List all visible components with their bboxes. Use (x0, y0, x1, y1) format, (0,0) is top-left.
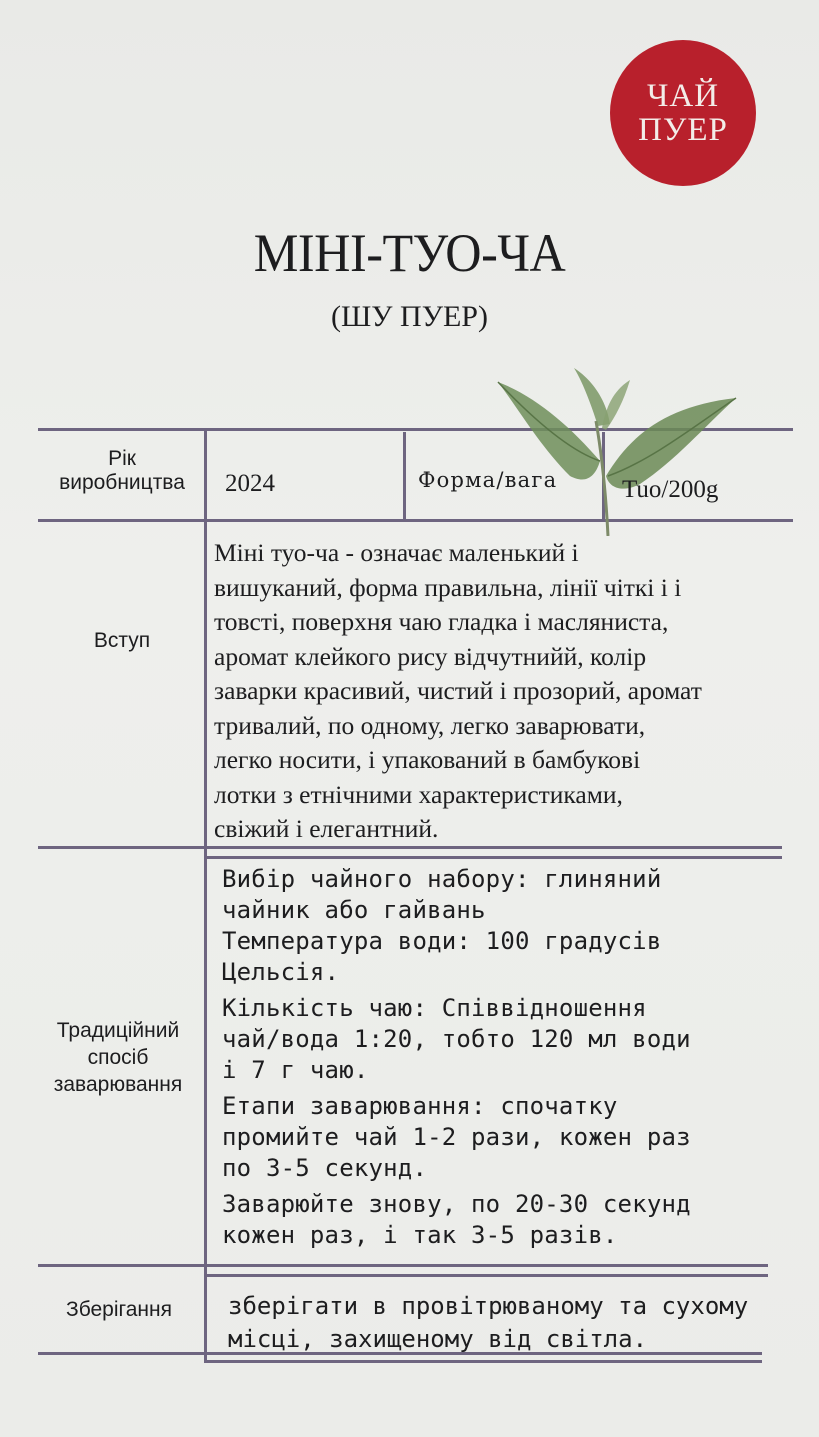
storage-label: Зберігання (66, 1298, 172, 1321)
intro-line: заварки красивий, чистий і прозорий, аромат (214, 676, 702, 705)
table-col-divider-year (403, 432, 406, 520)
year-label-line-1: Рік (108, 447, 136, 470)
intro-line: товсті, поверхня чаю гладка і масляниста, (214, 607, 669, 636)
year-label (40, 447, 204, 495)
brewing-line: Вибір чайного набору: глиняний (222, 865, 662, 893)
form-weight-value: Tuo/200g (622, 476, 719, 503)
brewing-label-line-3: заварювання (53, 1073, 183, 1096)
brewing-label-line-2: спосіб (87, 1046, 149, 1069)
storage-text (228, 1290, 818, 1356)
intro-line: Міні туо-ча - означає маленький і (214, 538, 579, 567)
badge-line-2: ПУЕР (638, 112, 728, 148)
product-title: МІНІ-ТУО-ЧА (253, 223, 566, 283)
intro-line: легко носити, і упакований в бамбукові (214, 745, 641, 774)
intro-label: Вступ (93, 629, 151, 652)
year-label-line-2: виробництва (59, 471, 185, 494)
intro-line: лотки з етнічними характеристиками, (214, 779, 623, 809)
intro-line: вишуканий, форма правильна, лінії чіткі і і (214, 572, 682, 602)
brewing-line: Температура води: 100 градусів (222, 927, 662, 955)
brewing-line: Кількість чаю: Співвідношення (222, 994, 647, 1022)
brewing-line: Цельсія. (222, 958, 340, 986)
brewing-line: по 3-5 секунд. (222, 1154, 428, 1182)
storage-line: місці, захищеному від світла. (228, 1325, 648, 1353)
brewing-label-line-1: Традиційний (56, 1019, 180, 1042)
brewing-line: і 7 г чаю. (222, 1056, 369, 1084)
table-rule-row3 (38, 1264, 768, 1267)
brewing-line: чай/вода 1:20, тобто 120 мл води (222, 1025, 691, 1053)
intro-line: тривалий, по одному, легко заварювати, (214, 710, 646, 740)
year-value: 2024 (225, 470, 275, 497)
tea-type-badge (610, 40, 756, 186)
intro-text (214, 536, 814, 847)
table-col-divider (204, 428, 207, 1360)
tea-leaf-icon (490, 366, 740, 536)
brewing-line: промийте чай 1-2 рази, кожен раз (222, 1123, 691, 1151)
intro-line: аромат клейкого рису відчутнийй, колір (214, 641, 647, 671)
table-rule-bottom-b (204, 1360, 762, 1363)
intro-line: свіжий і елегантний. (214, 814, 439, 843)
brewing-line: Етапи заварювання: спочатку (222, 1092, 618, 1120)
brewing-text (222, 864, 817, 1251)
table-rule-row3b (204, 1274, 768, 1277)
brewing-line: Заварюйте знову, по 20-30 секунд (222, 1190, 691, 1218)
brewing-line: чайник або гайвань (222, 896, 486, 924)
badge-line-1: ЧАЙ (646, 78, 720, 114)
product-subtitle: (ШУ ПУЕР) (331, 300, 488, 333)
form-weight-label: Форма/вага (418, 468, 558, 492)
storage-line: зберігати в провітрюваному та сухому (228, 1292, 749, 1320)
brewing-line: кожен раз, і так 3-5 разів. (222, 1221, 618, 1249)
table-rule-row2b (204, 856, 782, 859)
brewing-label (32, 1017, 204, 1098)
